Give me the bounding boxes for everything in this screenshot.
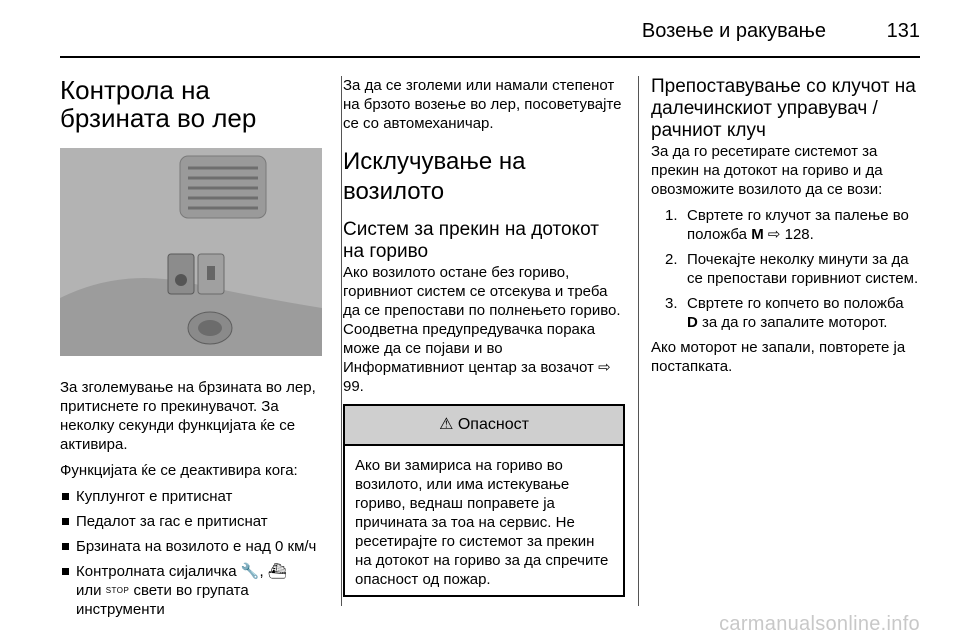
step-text: Свртете го копчето во положба: [687, 295, 904, 312]
step-number: 3.: [665, 295, 678, 312]
ship-icon: ⛴: [267, 563, 287, 580]
column-divider-1: [341, 76, 342, 606]
column-divider-2: [638, 76, 639, 606]
step-text: Свртете го клучот за палење во положба: [687, 207, 909, 243]
danger-warning-box: [343, 404, 625, 597]
warning-icon: ⚠: [439, 416, 454, 433]
key-position-m: M: [751, 226, 764, 243]
column-3: [651, 76, 923, 383]
page-ref: 128.: [784, 226, 814, 243]
section-heading-shutoff: Исклучување на возилото: [343, 148, 526, 205]
dashboard-illustration: [60, 148, 322, 356]
page-ref: 99.: [343, 378, 364, 395]
page-ref-icon: ⇨: [767, 226, 781, 243]
page-ref-icon: ⇨: [598, 359, 611, 376]
step-number: 2.: [665, 251, 678, 268]
list-item: [60, 562, 326, 619]
coasting-deactivate-intro: Функцијата ќе се деактивира кога:: [60, 462, 298, 479]
coasting-advice: За да се зголеми или намали степенот на брзото возење во лер, посоветувајте се со автомеханичар.: [343, 77, 622, 132]
stop-icon: STOP: [105, 586, 130, 595]
deactivation-list: [60, 487, 326, 619]
step-number: 1.: [665, 207, 678, 224]
section-heading-coasting: Контрола на брзината во лер: [60, 75, 257, 133]
header-divider: [60, 56, 920, 58]
step-text-post: за да го запалите моторот.: [702, 314, 888, 331]
bullet-text-post: свети во групата инструменти: [76, 582, 249, 618]
step-text: Почекајте неколку минути за да се препостави горивниот систем.: [687, 251, 919, 287]
warning-title: Опасност: [457, 416, 529, 433]
fuel-cutoff-text: [343, 263, 625, 396]
fuel-cutoff-body: Ако возилото остане без гориво, горивниот систем се отсекува и треба да се препостави по полнењето гориво. Соодветна предупредувачка порака може да се појави и во Информативниот центар за возачот: [343, 264, 621, 376]
button-position-d: D: [687, 314, 698, 331]
bullet-text-or: или: [76, 582, 102, 599]
column-2: [343, 76, 625, 597]
comma: ,: [259, 563, 264, 580]
reset-steps: [651, 206, 923, 332]
column-1: [60, 76, 326, 625]
warning-body: [345, 446, 623, 595]
page-number: 131: [886, 20, 920, 42]
list-item: [651, 206, 923, 244]
dashboard-switch-photo: [60, 148, 322, 356]
warning-header: [345, 406, 623, 446]
list-item: Куплунгот е притиснат: [60, 487, 326, 506]
warning-text: Ако ви замириса на гориво во возилото, или има истекување гориво, веднаш поправете ја причината за тоа на сервис. Не ресетирајте го системот за прекин на дотокот на гориво за да спречите опасност од пожар.: [355, 457, 609, 588]
bullet-text-pre: Контролната сијаличка: [76, 563, 237, 580]
coasting-intro: За зголемување на брзината во лер, притиснете го прекинувачот. За неколку секунди функцијата ќе се активира.: [60, 379, 316, 453]
reset-outro: Ако моторот не запали, повторете ја постапката.: [651, 339, 906, 375]
wrench-icon: 🔧: [240, 563, 260, 580]
reset-intro: За да го ресетирате системот за прекин на дотокот на гориво и да овозможите возилото да се вози:: [651, 143, 883, 198]
list-item: Брзината на возилото е над 0 км/ч: [60, 537, 326, 556]
list-item: Педалот за гас е притиснат: [60, 512, 326, 531]
watermark: carmanualsonline.info: [719, 613, 920, 635]
list-item: [651, 294, 923, 332]
section-heading-reset: Препоставување со клучот на далечинскиот управувач / рачниот клуч: [651, 76, 916, 141]
header-title: Возење и ракување: [641, 20, 826, 42]
list-item: [651, 250, 923, 288]
subheading-fuel-cutoff: Систем за прекин на дотокот на гориво: [343, 219, 599, 262]
